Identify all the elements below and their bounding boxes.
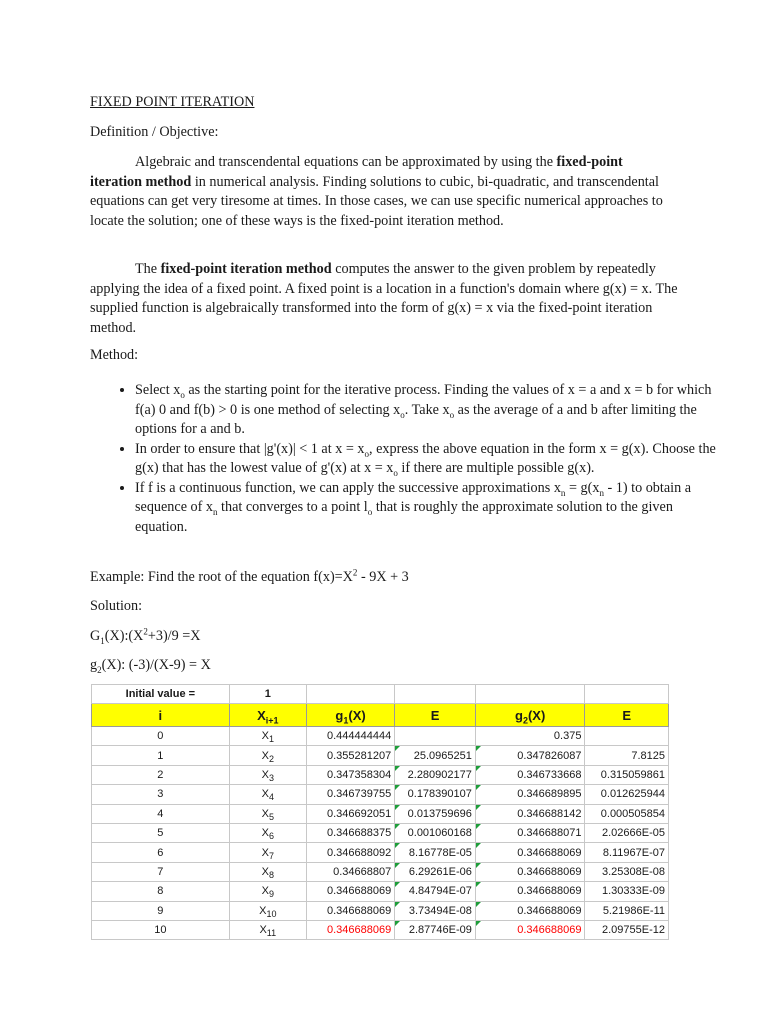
table-row <box>92 920 669 939</box>
table-header-row <box>92 704 669 727</box>
cell-x: $X_5$ <box>229 804 306 823</box>
cell-marker-icon <box>395 863 400 868</box>
table-row <box>92 727 669 746</box>
cell-i: 10 <box>92 920 230 939</box>
cell-e2: 7.8125 <box>585 746 669 765</box>
paragraph-1: Algebraic and transcendental equations can be approximated by using the fixed-point iteration method in numerical analysis. Finding solutions to cubic, bi-quadratic, and transcendental equations can get very tiresome at times. In those cases, we can use specific numerical approaches to locate the solution; one of these ways is the fixed-point iteration method. <box>90 154 663 229</box>
cell-marker-icon <box>476 785 481 790</box>
cell-g1: 0.347358304 <box>306 765 394 784</box>
cell-i: 2 <box>92 765 230 784</box>
cell-marker-icon <box>395 902 400 907</box>
cell-x: $X_4$ <box>229 785 306 804</box>
page-title: FIXED POINT ITERATION <box>90 94 255 110</box>
table-body <box>92 727 669 940</box>
cell-i: 7 <box>92 862 230 881</box>
cell-g1: 0.346688375 <box>306 823 394 842</box>
cell-i: 1 <box>92 746 230 765</box>
table-row <box>92 785 669 804</box>
cell-x: $X_{11}$ <box>229 920 306 939</box>
cell-g2: 0.346688069 <box>475 862 585 881</box>
cell-e1: 2.87746E-09 <box>395 920 476 939</box>
cell-g1: 0.346688092 <box>306 843 394 862</box>
cell-marker-icon <box>476 746 481 751</box>
cell-i: 0 <box>92 727 230 746</box>
cell-g2: 0.346688071 <box>475 823 585 842</box>
cell-x: $X_1$ <box>229 727 306 746</box>
cell-g1: 0.346688069 <box>306 901 394 920</box>
cell-x: $X_6$ <box>229 823 306 842</box>
cell-x: $X_3$ <box>229 765 306 784</box>
initial-value-row <box>92 685 669 704</box>
header-g1: $g_1(X)$ <box>306 704 394 727</box>
cell-g2: 0.347826087 <box>475 746 585 765</box>
cell-marker-icon <box>476 824 481 829</box>
cell-i: 6 <box>92 843 230 862</box>
table-row <box>92 804 669 823</box>
cell-g1: 0.346739755 <box>306 785 394 804</box>
table-row <box>92 901 669 920</box>
cell-e2: 2.09755E-12 <box>585 920 669 939</box>
cell-g2: 0.346688069 <box>475 901 585 920</box>
cell-g1: 0.355281207 <box>306 746 394 765</box>
cell-x: $X_2$ <box>229 746 306 765</box>
cell-g1: 0.444444444 <box>306 727 394 746</box>
cell-i: 3 <box>92 785 230 804</box>
cell-marker-icon <box>395 785 400 790</box>
cell-marker-icon <box>476 843 481 848</box>
cell-marker-icon <box>395 766 400 771</box>
method-heading: Method: <box>90 347 139 363</box>
cell-g2: 0.375 <box>475 727 585 746</box>
header-g2: $g_2(X)$ <box>475 704 585 727</box>
cell-e2: 0.012625944 <box>585 785 669 804</box>
cell-e1: 25.0965251 <box>395 746 476 765</box>
cell-g1: 0.34668807 <box>306 862 394 881</box>
cell-g2: 0.346688069 <box>475 920 585 939</box>
cell-marker-icon <box>476 766 481 771</box>
table-row <box>92 843 669 862</box>
cell-marker-icon <box>476 863 481 868</box>
cell-e1: 2.280902177 <box>395 765 476 784</box>
cell-e2 <box>585 727 669 746</box>
header-e1: E <box>395 704 476 727</box>
header-i: i <box>92 704 230 727</box>
cell-e1: 0.178390107 <box>395 785 476 804</box>
table-row <box>92 862 669 881</box>
cell-i: 5 <box>92 823 230 842</box>
cell-g1: 0.346688069 <box>306 920 394 939</box>
cell-marker-icon <box>395 843 400 848</box>
cell-i: 4 <box>92 804 230 823</box>
cell-e2: 3.25308E-08 <box>585 862 669 881</box>
table-row <box>92 765 669 784</box>
cell-e2: 8.11967E-07 <box>585 843 669 862</box>
cell-e1 <box>395 727 476 746</box>
cell-g2: 0.346689895 <box>475 785 585 804</box>
table-row <box>92 882 669 901</box>
header-x: $X_{i+1}$ <box>229 704 306 727</box>
method-step-2: • In order to ensure that |g'(x)| < 1 at $x = x_o$, express the above equation in the form x = g(x). Choose the g(x) that has the lowest value of g'(x) at $x = x_o$ if there are multiple possible g(x). <box>135 440 725 479</box>
cell-i: 8 <box>92 882 230 901</box>
paragraph-2: The fixed-point iteration method computes the answer to the given problem by repeatedly applying the idea of a fixed point. A fixed point is a location in a function's domain where g(x) = x. The supplied function is algebraically transformed into the form of g(x) = x via the fixed-point iteration method. <box>90 261 678 336</box>
cell-x: $X_9$ <box>229 882 306 901</box>
g1-equation: $G_1(X):(X^2+3)/9 =X$ <box>90 626 201 646</box>
cell-e1: 4.84794E-07 <box>395 882 476 901</box>
cell-e2: 1.30333E-09 <box>585 882 669 901</box>
cell-marker-icon <box>395 882 400 887</box>
cell-e1: 3.73494E-08 <box>395 901 476 920</box>
cell-e1: 0.013759696 <box>395 804 476 823</box>
cell-g2: 0.346688069 <box>475 882 585 901</box>
method-step-1: • Select $x_o$ as the starting point for the iterative process. Finding the values of x = a and x = b for which f(a) 0 and f(b) > 0 is one method of selecting $x_o$. Take $x_o$ as the average of a and b after limiting the options for a and b. <box>135 381 725 440</box>
solution-heading: Solution: <box>90 598 143 614</box>
example-statement: Example: Find the root of the equation $f(x)=X^2 - 9X + 3$ <box>90 567 409 585</box>
cell-i: 9 <box>92 901 230 920</box>
cell-marker-icon <box>476 902 481 907</box>
cell-marker-icon <box>395 921 400 926</box>
g2-equation: $g_2(X)$: (-3)/(X-9) = X <box>90 657 211 675</box>
cell-g1: 0.346688069 <box>306 882 394 901</box>
cell-marker-icon <box>476 882 481 887</box>
cell-e1: 6.29261E-06 <box>395 862 476 881</box>
initial-value-label: Initial value = <box>92 685 230 704</box>
table-row <box>92 746 669 765</box>
cell-marker-icon <box>476 805 481 810</box>
definition-heading: Definition / Objective: <box>90 124 219 140</box>
method-step-3: • If f is a continuous function, we can apply the successive approximations $x_n = g(x_n - 1)$ to obtain a sequence of $x_n$ that converges to a point $l_o$ that is roughly the approximate solution to the given equation. <box>135 479 725 538</box>
cell-marker-icon <box>395 746 400 751</box>
header-e2: E <box>585 704 669 727</box>
cell-e2: 0.000505854 <box>585 804 669 823</box>
cell-x: $X_8$ <box>229 862 306 881</box>
iteration-table <box>91 684 669 940</box>
cell-g2: 0.346688069 <box>475 843 585 862</box>
cell-e2: 5.21986E-11 <box>585 901 669 920</box>
initial-value: 1 <box>229 685 306 704</box>
cell-marker-icon <box>395 824 400 829</box>
method-list <box>90 381 725 537</box>
table-row <box>92 823 669 842</box>
cell-e2: 2.02666E-05 <box>585 823 669 842</box>
cell-e1: 8.16778E-05 <box>395 843 476 862</box>
cell-x: $X_{10}$ <box>229 901 306 920</box>
cell-marker-icon <box>395 805 400 810</box>
cell-marker-icon <box>476 921 481 926</box>
cell-e1: 0.001060168 <box>395 823 476 842</box>
cell-e2: 0.315059861 <box>585 765 669 784</box>
cell-g1: 0.346692051 <box>306 804 394 823</box>
cell-g2: 0.346688142 <box>475 804 585 823</box>
cell-g2: 0.346733668 <box>475 765 585 784</box>
cell-x: $X_7$ <box>229 843 306 862</box>
